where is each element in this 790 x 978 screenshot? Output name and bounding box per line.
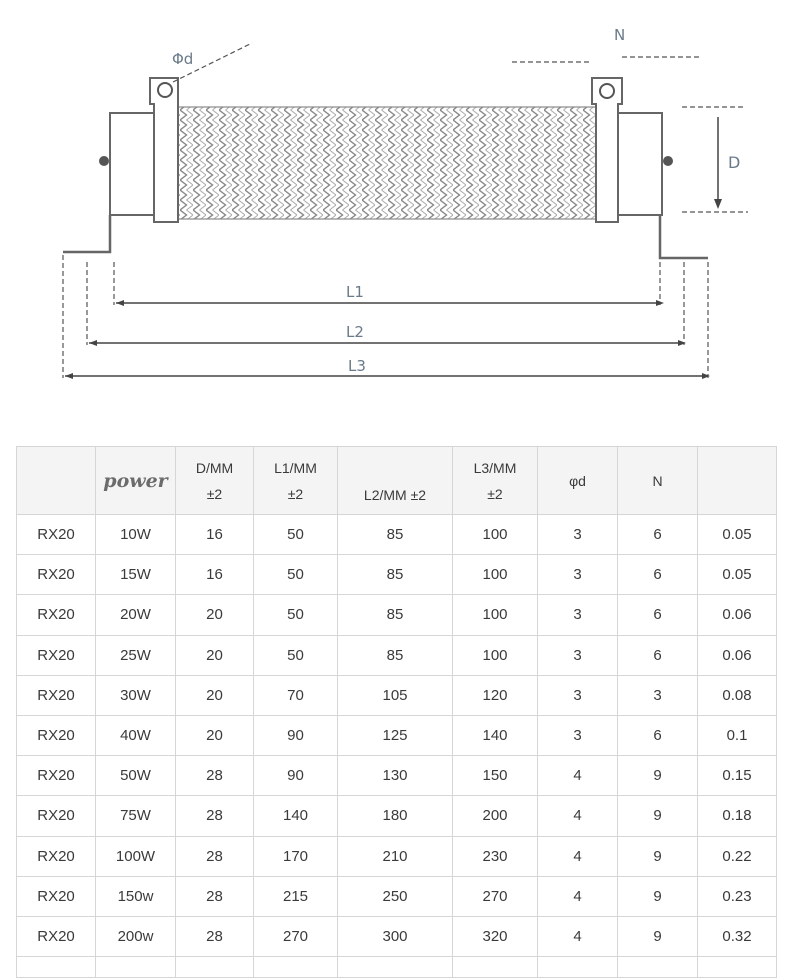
cell-n: 3: [618, 675, 698, 715]
cell-power: 25W: [96, 635, 176, 675]
cell-n: 9: [618, 876, 698, 916]
cell-model: RX20: [17, 836, 96, 876]
table-row: [17, 916, 777, 956]
cell-l1: 50: [254, 595, 338, 635]
cell-d: 20: [176, 675, 254, 715]
cell-power: 10W: [96, 515, 176, 555]
cell-phi-d: 3: [538, 595, 618, 635]
cell-d: 28: [176, 916, 254, 956]
left-terminal-hole: [158, 83, 172, 97]
cell-weight: 0.23: [698, 876, 777, 916]
cell-l2: 85: [338, 515, 453, 555]
cell-d: 20: [176, 635, 254, 675]
cell-l2: 125: [338, 715, 453, 755]
header-weight: [698, 447, 777, 515]
table-row: [17, 836, 777, 876]
cell-phi-d: 4: [538, 836, 618, 876]
cell-l3: 100: [453, 595, 538, 635]
cell-phi-d: 4: [538, 876, 618, 916]
cell-l1: 50: [254, 555, 338, 595]
table-row: [17, 876, 777, 916]
cell-l3: 200: [453, 796, 538, 836]
cell-phi-d: 4: [538, 796, 618, 836]
d-arrow-down: [714, 199, 722, 209]
cell-d: 28: [176, 836, 254, 876]
cell-weight: 0.05: [698, 555, 777, 595]
cell-weight: 0.22: [698, 836, 777, 876]
l3-label: L3: [348, 357, 366, 375]
table-body: [17, 515, 777, 978]
cell-l2: 85: [338, 635, 453, 675]
cell-model: RX20: [17, 876, 96, 916]
left-screw: [99, 156, 109, 166]
cell-l3: 100: [453, 635, 538, 675]
cell-power: 200w: [96, 916, 176, 956]
cell-l2: 180: [338, 796, 453, 836]
d-label: D: [728, 153, 741, 172]
cell-phi-d: 3: [538, 515, 618, 555]
cell-l2: 85: [338, 595, 453, 635]
cell-l3: 100: [453, 555, 538, 595]
cell-model: RX20: [17, 675, 96, 715]
cell-n: 9: [618, 836, 698, 876]
table-row: [17, 595, 777, 635]
header-model: [17, 447, 96, 515]
resistor-dimension-diagram: [0, 0, 790, 420]
header-l1: [254, 447, 338, 515]
cell-model: RX20: [17, 715, 96, 755]
cell-d: 16: [176, 515, 254, 555]
right-screw: [663, 156, 673, 166]
cell-phi-d: 4: [538, 916, 618, 956]
cell-l1: 50: [254, 515, 338, 555]
l1-label: L1: [346, 283, 364, 301]
table-header-row: [17, 447, 777, 515]
cell-l1: 70: [254, 675, 338, 715]
header-l1-line2: ±2: [287, 485, 304, 502]
cell-l2: 85: [338, 555, 453, 595]
cell-power: 30W: [96, 675, 176, 715]
cell-model: RX20: [17, 756, 96, 796]
cell-l3: 100: [453, 515, 538, 555]
cell-n: 6: [618, 515, 698, 555]
right-end-cap: [612, 113, 662, 215]
l2-label: L2: [346, 323, 364, 341]
cell-d: 20: [176, 715, 254, 755]
cell-phi-d: 3: [538, 635, 618, 675]
cell-power: 100W: [96, 836, 176, 876]
cell-n: 6: [618, 555, 698, 595]
cell-weight: 0.06: [698, 635, 777, 675]
cell-model: RX20: [17, 916, 96, 956]
cell-model: RX20: [17, 515, 96, 555]
n-label: N: [614, 26, 626, 44]
header-d-line1: D/MM: [195, 459, 234, 476]
cell-d: 28: [176, 756, 254, 796]
header-d-line2: ±2: [206, 485, 223, 502]
cell-power: 40W: [96, 715, 176, 755]
cell-d: 16: [176, 555, 254, 595]
cell-l1: 90: [254, 756, 338, 796]
cell-power: 75W: [96, 796, 176, 836]
cell-l2: 105: [338, 675, 453, 715]
cell-l1: 270: [254, 916, 338, 956]
cell-l2: 300: [338, 916, 453, 956]
cell-phi-d: 3: [538, 555, 618, 595]
table-row: [17, 756, 777, 796]
cell-phi-d: 4: [538, 756, 618, 796]
cell-l2: 250: [338, 876, 453, 916]
left-end-cap: [110, 113, 158, 215]
cell-weight: 0.08: [698, 675, 777, 715]
cell-model: RX20: [17, 595, 96, 635]
cell-l3: 150: [453, 756, 538, 796]
cell-weight: 0.05: [698, 515, 777, 555]
cell-weight: 0.32: [698, 916, 777, 956]
header-d: [176, 447, 254, 515]
cell-model: RX20: [17, 796, 96, 836]
specification-table: [16, 446, 777, 978]
cell-power: 150w: [96, 876, 176, 916]
cell-n: 9: [618, 916, 698, 956]
header-phi-d: φd: [538, 447, 618, 515]
cell-l3: 320: [453, 916, 538, 956]
cell-l1: 170: [254, 836, 338, 876]
cell-l2: 210: [338, 836, 453, 876]
right-terminal: [592, 78, 622, 222]
cell-l2: 130: [338, 756, 453, 796]
cell-phi-d: 3: [538, 675, 618, 715]
cell-power: 15W: [96, 555, 176, 595]
cell-n: 6: [618, 715, 698, 755]
table-row: [17, 796, 777, 836]
header-l3-line2: ±2: [487, 485, 503, 502]
header-l2: L2/MM ±2: [338, 447, 453, 515]
table-row: [17, 675, 777, 715]
cell-weight: 0.1: [698, 715, 777, 755]
cell-model: RX20: [17, 635, 96, 675]
cell-power: 20W: [96, 595, 176, 635]
cell-l1: 90: [254, 715, 338, 755]
header-l1-line1: L1/MM: [274, 459, 317, 476]
cell-weight: 0.15: [698, 756, 777, 796]
cell-n: 9: [618, 756, 698, 796]
header-l3-line1: L3/MM: [473, 459, 517, 476]
header-l3: [453, 447, 538, 515]
cell-weight: 0.06: [698, 595, 777, 635]
table-row: [17, 555, 777, 595]
header-n: N: [618, 447, 698, 515]
cell-l3: 120: [453, 675, 538, 715]
cell-d: 28: [176, 876, 254, 916]
cell-n: 6: [618, 635, 698, 675]
cell-l1: 215: [254, 876, 338, 916]
cell-l1: 140: [254, 796, 338, 836]
cell-l3: 230: [453, 836, 538, 876]
table-row: [17, 715, 777, 755]
table-row: [17, 635, 777, 675]
table-row: [17, 515, 777, 555]
cell-d: 20: [176, 595, 254, 635]
cell-power: 50W: [96, 756, 176, 796]
cell-weight: 0.18: [698, 796, 777, 836]
cell-n: 6: [618, 595, 698, 635]
coil-winding: [178, 107, 598, 219]
cell-phi-d: 3: [538, 715, 618, 755]
cell-model: RX20: [17, 555, 96, 595]
cell-l3: 270: [453, 876, 538, 916]
cell-d: 28: [176, 796, 254, 836]
right-terminal-hole: [600, 84, 614, 98]
header-power: power: [96, 447, 176, 515]
left-terminal: [150, 78, 178, 222]
phi-d-label: Φd: [172, 50, 194, 68]
cell-l1: 50: [254, 635, 338, 675]
cell-l3: 140: [453, 715, 538, 755]
cell-n: 9: [618, 796, 698, 836]
